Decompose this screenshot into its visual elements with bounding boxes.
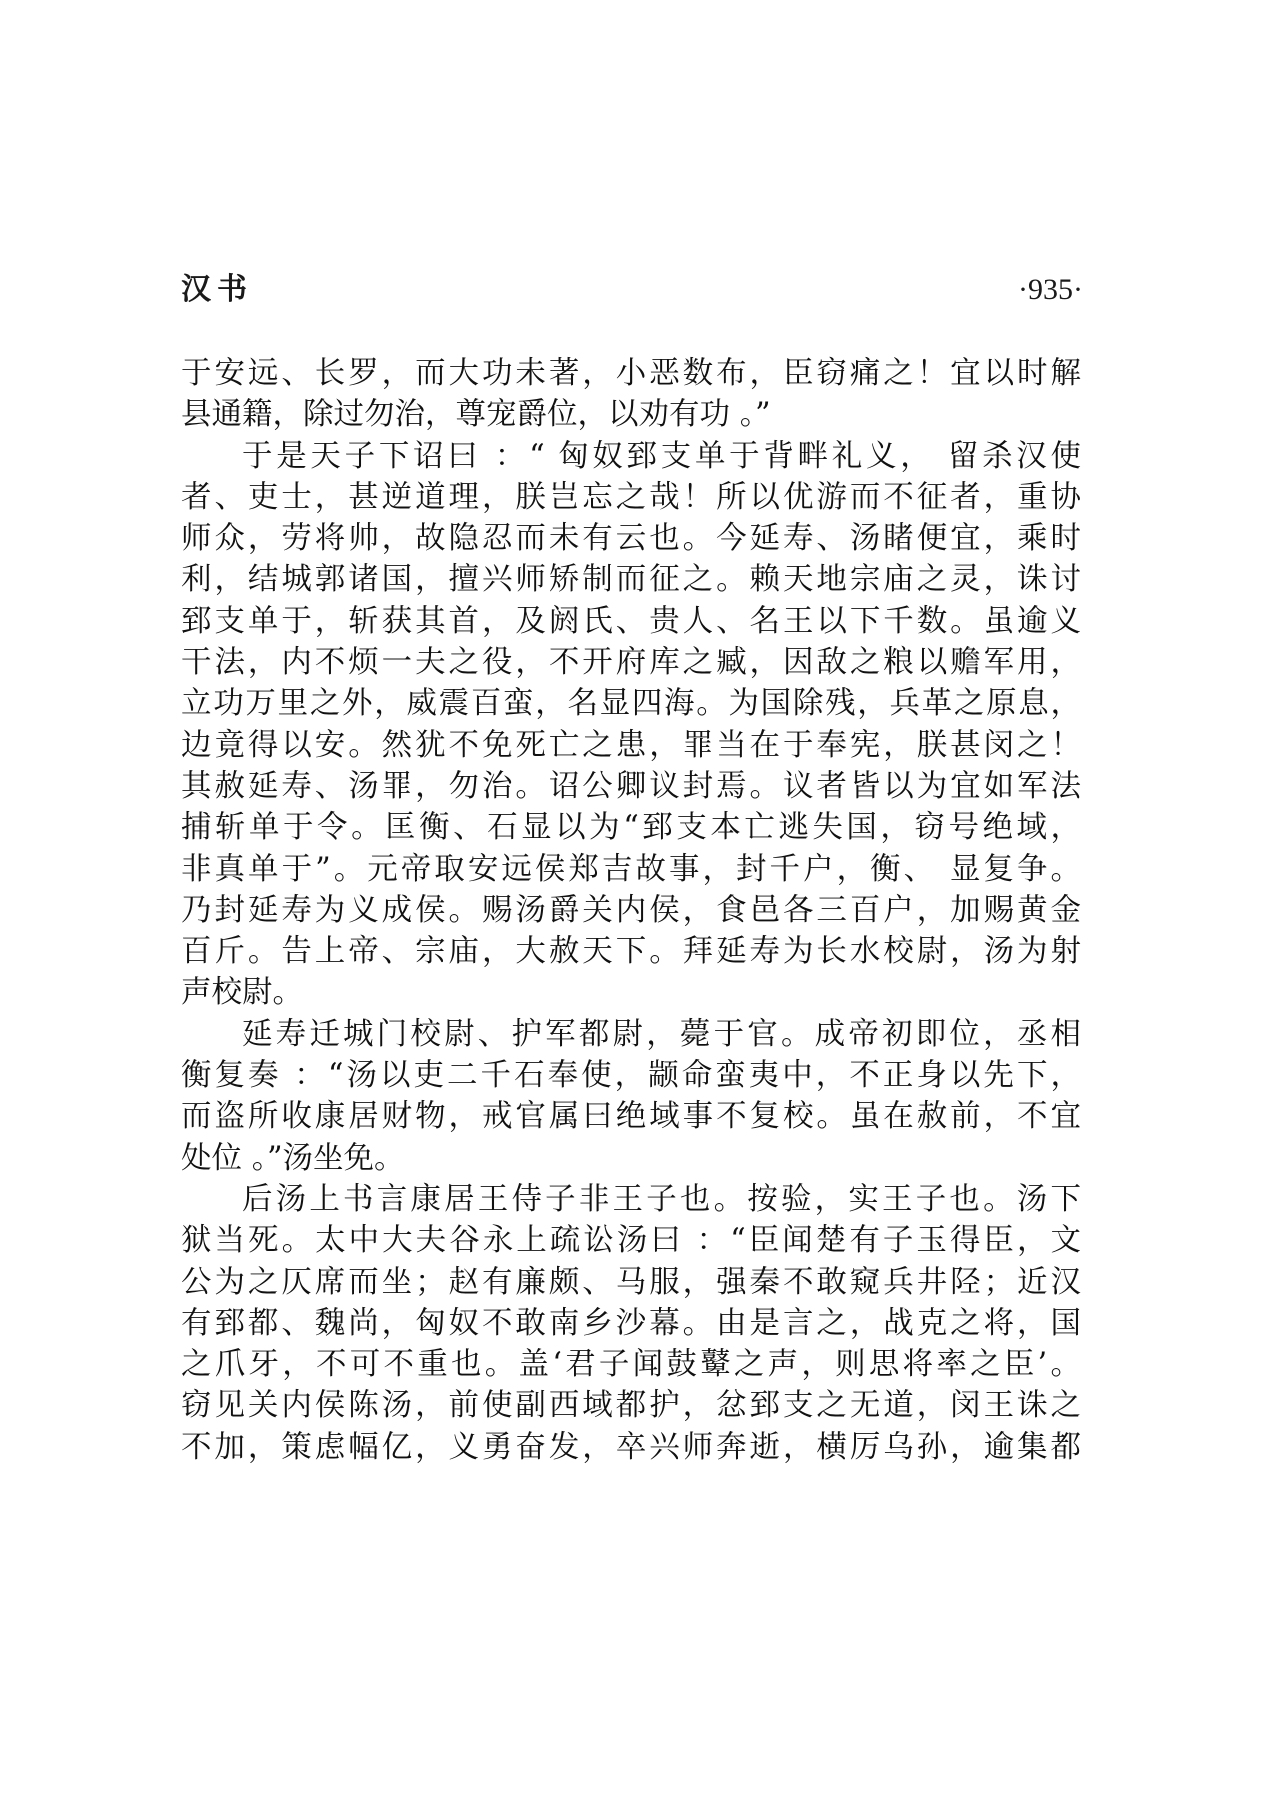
text-line: 捕斩单于令。匡衡、石显以为“郅支本亡逃失国，窃号绝域， (181, 810, 1081, 846)
text-line: 乃封延寿为义成侯。赐汤爵关内侯，食邑各三百户，加赐黄金 (181, 892, 1081, 928)
text-line: 于是天子下诏曰 ：“ 匈奴郅支单于背畔礼义， 留杀汉使 (242, 438, 1081, 474)
text-line: 公为之仄席而坐；赵有廉颇、马服，强秦不敢窥兵井陉；近汉 (181, 1264, 1081, 1300)
text-line: 之爪牙，不可不重也。盖‘君子闻鼓鼙之声，则思将率之臣’。 (181, 1347, 1081, 1383)
text-line: 而盗所收康居财物，戒官属曰绝域事不复校。虽在赦前，不宜 (181, 1099, 1081, 1135)
text-line: 于安远、长罗，而大功未著，小恶数布，臣窃痛之！宜以时解 (181, 356, 1081, 391)
text-line: 干法，内不烦一夫之役，不开府库之臧，因敌之粮以赡军用， (181, 645, 1081, 681)
text-line: 师众，劳将帅，故隐忍而未有云也。今延寿、汤睹便宜，乘时 (181, 521, 1081, 557)
text-line: 延寿迁城门校尉、护军都尉，薨于官。成帝初即位，丞相 (242, 1016, 1081, 1052)
text-line: 县通籍，除过勿治，尊宠爵位，以劝有功 。” (181, 397, 771, 433)
text-line: 有郅都、魏尚，匈奴不敢南乡沙幕。由是言之，战克之将，国 (181, 1305, 1081, 1341)
text-line: 处位 。”汤坐免。 (181, 1140, 405, 1176)
text-line: 狱当死。太中大夫谷永上疏讼汤曰 ：“臣闻楚有子玉得臣，文 (181, 1223, 1081, 1259)
text-line: 立功万里之外，威震百蛮，名显四海。为国除残，兵革之原息， (181, 686, 1081, 722)
text-line: 不加，策虑幅亿，义勇奋发，卒兴师奔逝，横厉乌孙，逾集都 (181, 1429, 1081, 1465)
page-number: ·935· (1018, 273, 1083, 306)
body-text (181, 353, 1081, 1468)
running-head-title: 汉书 (181, 272, 253, 307)
text-line: 声校尉。 (181, 975, 303, 1011)
text-line: 郅支单于，斩获其首，及阏氏、贵人、名王以下千数。虽逾义 (181, 603, 1081, 639)
text-line: 衡复奏 ：“汤以吏二千石奉使，颛命蛮夷中，不正身以先下， (181, 1058, 1081, 1094)
text-line: 百斤。告上帝、宗庙，大赦天下。拜延寿为长水校尉，汤为射 (181, 934, 1081, 970)
text-line: 边竟得以安。然犹不免死亡之患，罪当在于奉宪，朕甚闵之！ (181, 727, 1081, 763)
text-line: 其赦延寿、汤罪，勿治。诏公卿议封焉。议者皆以为宜如军法 (181, 768, 1081, 804)
text-line: 者、吏士，甚逆道理，朕岂忘之哉！所以优游而不征者，重协 (181, 479, 1081, 515)
text-line: 利，结城郭诸国，擅兴师矫制而征之。赖天地宗庙之灵，诛讨 (181, 562, 1081, 598)
text-line: 窃见关内侯陈汤，前使副西域都护，忿郅支之无道，闵王诛之 (181, 1388, 1081, 1424)
text-line: 非真单于”。元帝取安远侯郑吉故事，封千户，衡、 显复争。 (181, 851, 1081, 887)
text-line: 后汤上书言康居王侍子非王子也。按验，实王子也。汤下 (242, 1181, 1081, 1217)
